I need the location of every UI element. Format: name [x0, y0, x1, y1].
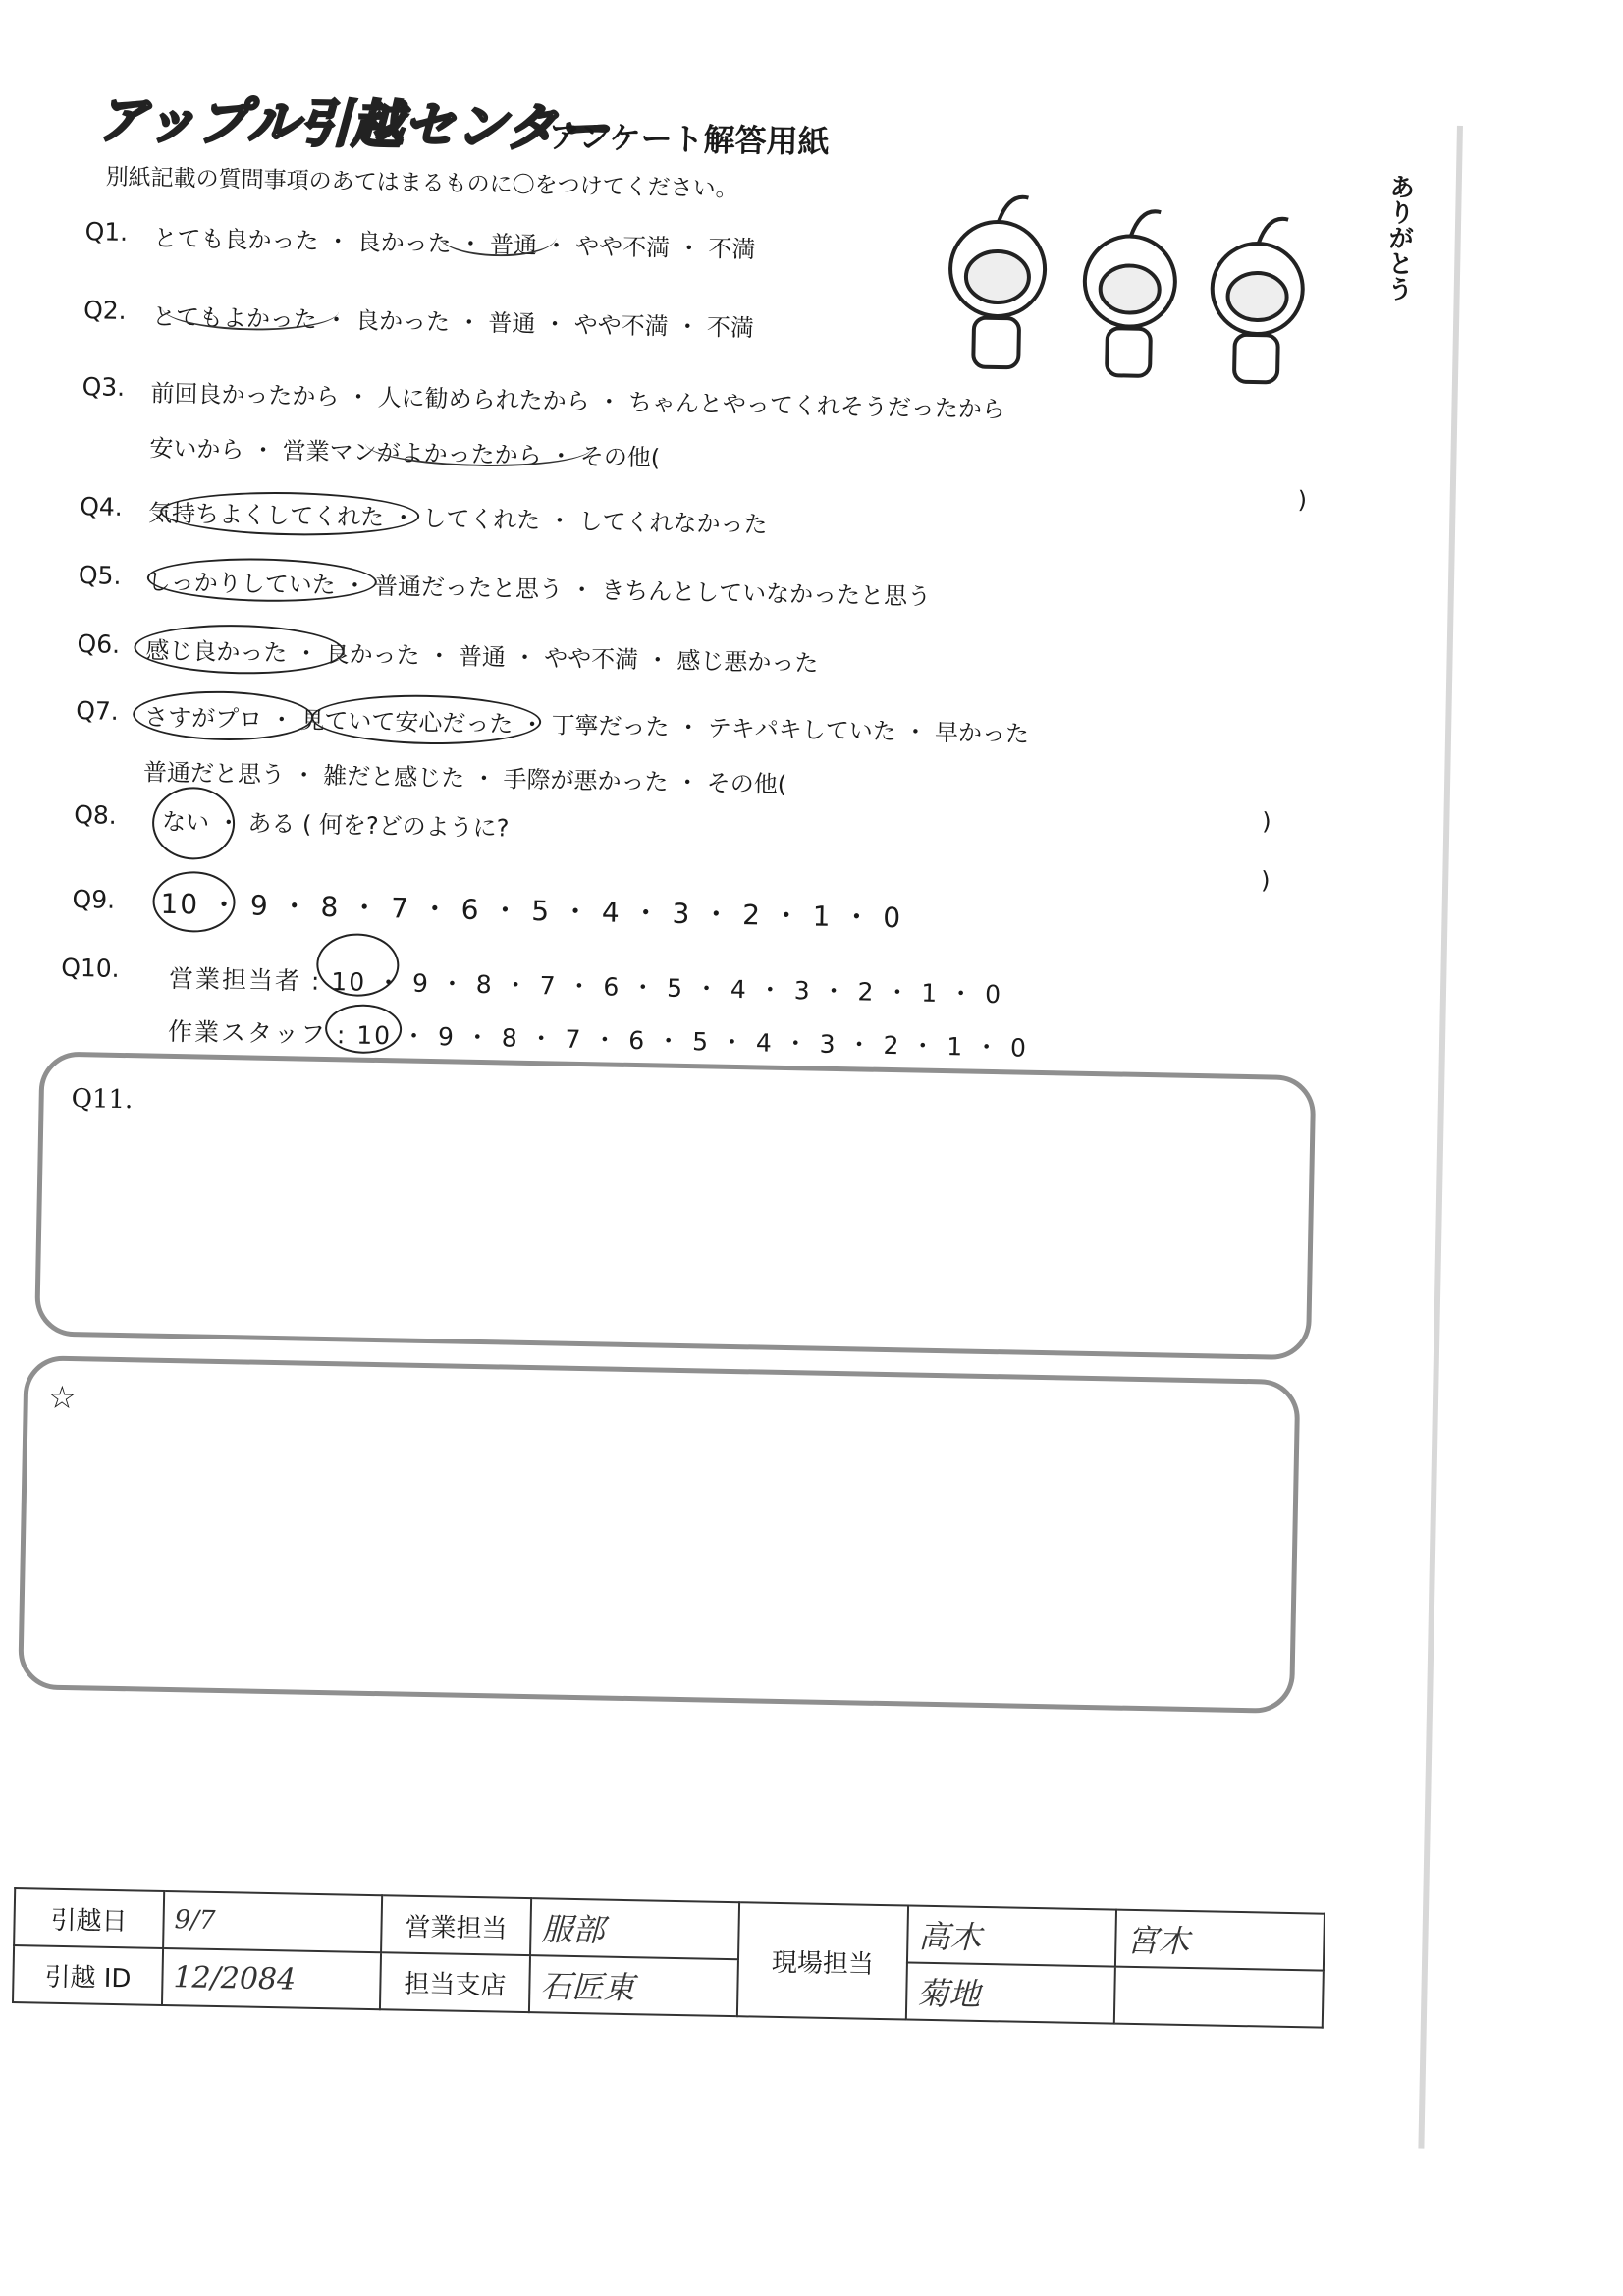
site-rep-value-1: 高木 [907, 1906, 1116, 1967]
q10-sales-scale: 営業担当者 : 10 ・ 9 ・ 8 ・ 7 ・ 6 ・ 5 ・ 4 ・ 3 ・ 2 ・ 1 ・ 0 [168, 963, 1003, 1010]
sales-rep-label: 営業担当 [381, 1895, 531, 1955]
sales-rep-value: 服部 [530, 1898, 739, 1959]
q1-options: とても良かった ・ 良かった ・ 普通 ・ やや不満 ・ 不満 [153, 224, 756, 264]
q8-options: ない ・ ある ( 何を?どのように? [161, 807, 510, 843]
mascot-left [948, 195, 1046, 368]
q10-label-text: Q10. [60, 953, 120, 983]
mascot-middle [1083, 210, 1176, 376]
q5-options: しっかりしていた ・ 普通だったと思う ・ きちんとしていなかったと思う [146, 568, 932, 611]
q9-scale: 10 ・ 9 ・ 8 ・ 7 ・ 6 ・ 5 ・ 4 ・ 3 ・ 2 ・ 1 ・ 0 [160, 887, 903, 935]
q7-options-line2: 普通だと思う ・ 雑だと感じた ・ 手際が悪かった ・ その他( [142, 758, 787, 798]
mascot-right [1211, 217, 1304, 382]
branch-label: 担当支店 [380, 1952, 530, 2012]
star-icon: ☆ [47, 1378, 77, 1417]
q7-answer-mark-2 [311, 693, 542, 746]
paper-edge [1418, 126, 1463, 2149]
q7-label: Q7. [75, 696, 120, 726]
brand-logo-text: アップル引越センター [96, 90, 611, 160]
q6-answer-mark [134, 623, 345, 676]
q4-label: Q4. [79, 492, 124, 521]
mascot-illustration [922, 160, 1368, 395]
q1-label: Q1. [84, 217, 129, 246]
form-title: アンケート解答用紙 [548, 118, 830, 161]
q6-label: Q6. [77, 629, 121, 659]
q3-options-line2: 安いから ・ 営業マンがよかったから ・ その他( [149, 434, 661, 472]
q3-paren-close: ) [1297, 485, 1308, 515]
move-date-value: 9/7 [163, 1891, 382, 1952]
site-rep-label: 現場担当 [737, 1902, 908, 2019]
move-date-label: 引越日 [14, 1888, 164, 1948]
move-id-label: 引越 ID [13, 1945, 163, 2005]
q7-answer-mark-1 [133, 689, 314, 742]
site-rep-value-2: 菊地 [906, 1963, 1115, 2024]
instruction-text: 別紙記載の質問事項のあてはまるものに〇をつけてください。 [105, 164, 738, 202]
q8-answer-mark [151, 787, 235, 861]
site-rep-value-3: 宮木 [1115, 1910, 1325, 1971]
q8-paren-close: ) [1260, 866, 1271, 895]
q10-staff-scale: 作業スタッフ : 10 ・ 9 ・ 8 ・ 7 ・ 6 ・ 5 ・ 4 ・ 3 ・ 2 ・ 1 ・ 0 [167, 1016, 1029, 1063]
q3-label: Q3. [81, 372, 126, 402]
q9-answer-mark [152, 871, 236, 934]
q5-label: Q5. [78, 561, 122, 590]
branch-value: 石匠東 [529, 1955, 738, 2016]
q2-label: Q2. [82, 296, 127, 325]
q9-label: Q9. [72, 884, 116, 914]
q11-comment-box [34, 1051, 1316, 1360]
star-comment-box [18, 1355, 1300, 1714]
q7-paren-close: ) [1262, 807, 1271, 836]
q11-box-label: Q11. [71, 1084, 134, 1116]
q3-options-line1: 前回良かったから ・ 人に勧められたから ・ ちゃんとやってくれそうだったから [150, 379, 1006, 424]
q2-options: とてもよかった ・ 良かった ・ 普通 ・ やや不満 ・ 不満 [151, 302, 755, 343]
q4-options: 気持ちよくしてくれた ・ してくれた ・ してくれなかった [147, 499, 768, 539]
move-id-value: 12/2084 [162, 1948, 381, 2009]
arigatou-text: ありがとう [1382, 173, 1416, 302]
q8-label: Q8. [73, 800, 118, 830]
site-rep-empty-cell [1114, 1967, 1324, 2028]
q7-options-line1: さすがプロ ・ 見ていて安心だった ・ 丁寧だった ・ テキパキしていた ・ 早かった [143, 703, 1030, 748]
info-table [12, 1887, 1325, 2029]
survey-sheet [0, 59, 1463, 2129]
q6-options: 感じ良かった ・ 良かった ・ 普通 ・ やや不満 ・ 感じ悪かった [145, 636, 819, 678]
